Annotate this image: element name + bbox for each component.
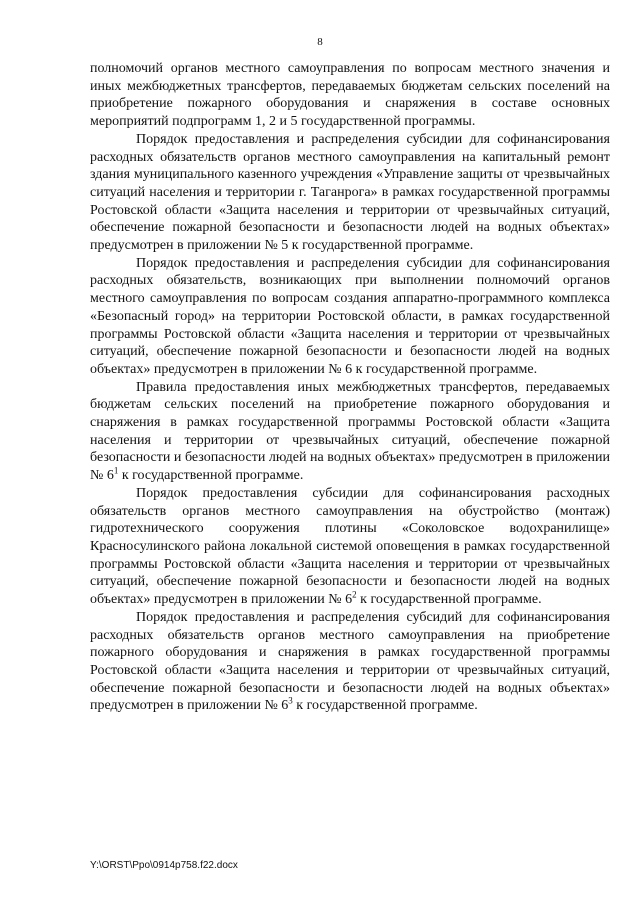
paragraph-tail: к государственной программе. (118, 468, 304, 484)
paragraph-tail: к государственной программе. (292, 698, 478, 714)
page-number: 8 (317, 36, 323, 48)
document-body (90, 60, 610, 715)
paragraph-text: Порядок предоставления и распределения субсидий для софинансирования расходных обязательств органов местного самоуправления на приобретение пожарного оборудования и снаряжения в рамках государственной программы Ростовской области «Защита населения и территории от чрезвычайных ситуаций, обеспечение пожарной безопасности и безопасности людей на водных объектах» предусмотрен в приложении № 6 (90, 609, 610, 714)
paragraph-text: Порядок предоставления субсидии для софинансирования расходных обязательств органов местного самоуправления на обустройство (монтаж) гидротехнического сооружения плотины «Соколовское водохранилище» Красносулинского района локальной системой оповещения в рамках государственной программы Ростовской области «Защита населения и территории от чрезвычайных ситуаций, обеспечение пожарной безопасности и безопасности людей на водных объектах» предусмотрен в приложении № 6 (90, 485, 610, 608)
paragraph-text: Правила предоставления иных межбюджетных трансфертов, передаваемых бюджетам сельских поселений на приобретение пожарного оборудования и снаряжения в рамках государственной программы Ростовской области «Защита населения и территории от чрезвычайных ситуаций, обеспечение пожарной безопасности и безопасности людей на водных объектах» предусмотрен в приложении № 6 (90, 379, 610, 484)
paragraph-appendix-6: Порядок предоставления и распределения субсидии для софинансирования расходных обязательств, возникающих при выполнении полномочий органов местного самоуправления по вопросам создания аппаратно-программного комплекса «Безопасный город» на территории Ростовской области, в рамках государственной программы Ростовской области «Защита населения и территории от чрезвычайных ситуаций, обеспечение пожарной безопасности и безопасности людей на водных объектах» предусмотрен в приложении № 6 к государственной программе. (90, 255, 610, 377)
superscript: 3 (288, 695, 293, 706)
superscript: 2 (352, 589, 357, 600)
paragraph-continuation: полномочий органов местного самоуправления по вопросам местного значения и иных межбюджетных трансфертов, передаваемых бюджетам сельских поселений на приобретение пожарного оборудования и снаряжения в составе основных мероприятий подпрограмм 1, 2 и 5 государственной программы. (90, 61, 610, 130)
superscript: 1 (113, 465, 119, 476)
paragraph-appendix-5: Порядок предоставления и распределения субсидии для софинансирования расходных обязательств органов местного самоуправления на капитальный ремонт здания муниципального казенного учреждения «Управление защиты от чрезвычайных ситуаций населения и территории г. Таганрога» в рамках государственной программы Ростовской области «Защита населения и территории от чрезвычайных ситуаций, обеспечение пожарной безопасности и безопасности людей на водных объектах» предусмотрен в приложении № 5 к государственной программе. (90, 131, 610, 254)
paragraph-appendix-6-1 (90, 379, 610, 485)
paragraph-appendix-6-3 (90, 609, 610, 715)
file-path-footer: Y:\ORST\Ppo\0914p758.f22.docx (90, 860, 238, 871)
paragraph-appendix-6-2 (90, 485, 610, 609)
paragraph-tail: к государственной программе. (356, 592, 542, 608)
